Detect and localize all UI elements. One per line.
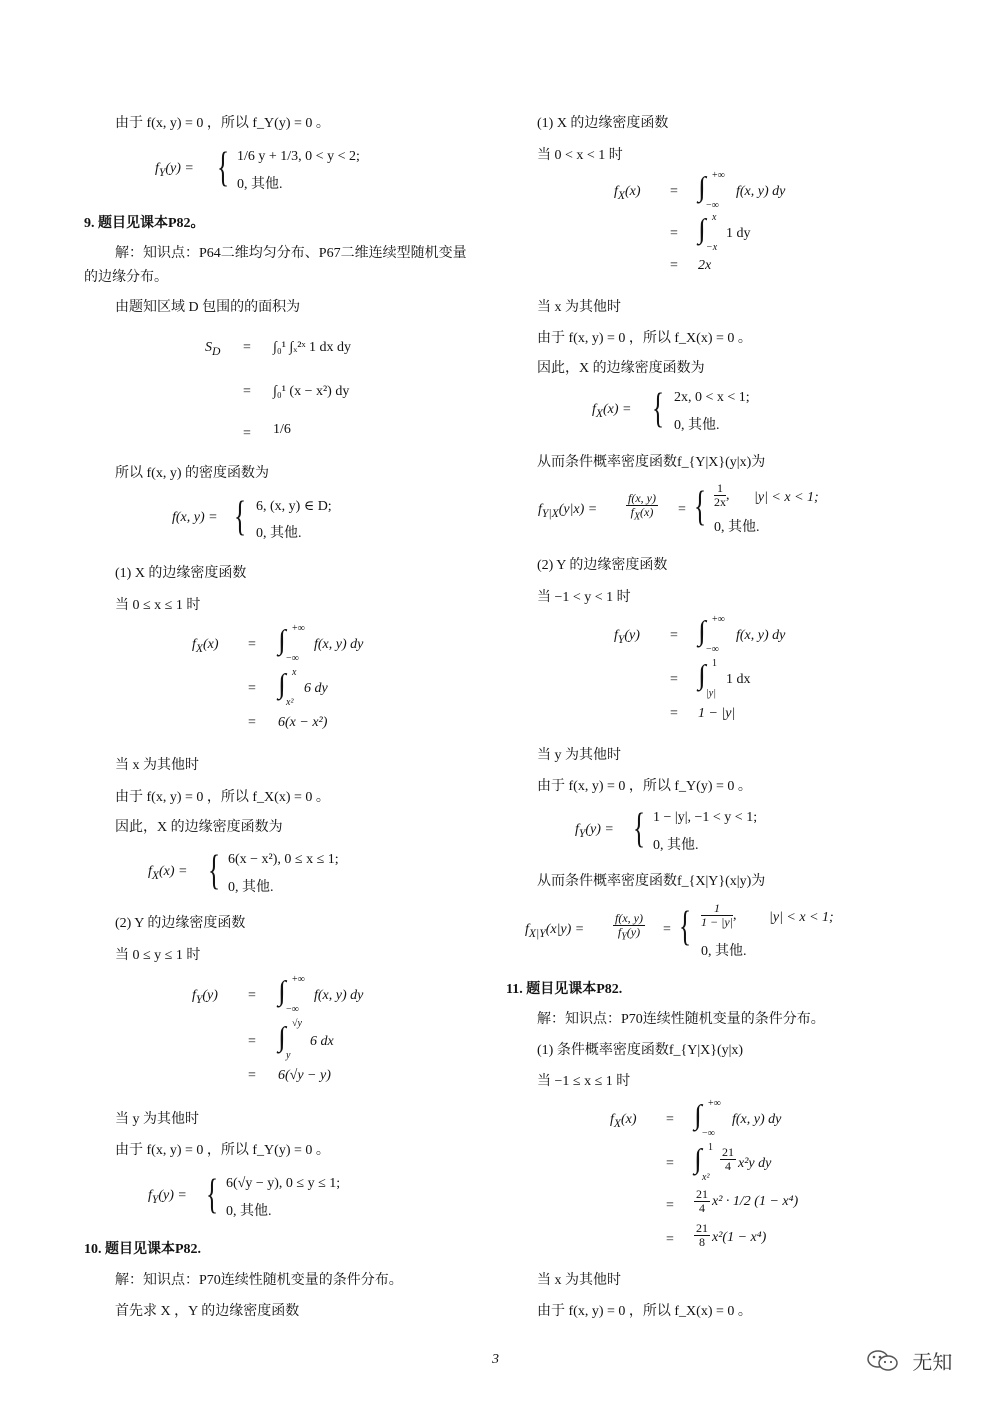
text-line: 当 0 < x < 1 时 (537, 148, 623, 163)
text-line: 由于 f(x, y) = 0 ，所以 f_Y(y) = 0 。 (115, 116, 330, 131)
equation-area: $S_D$ = ∫₀¹ ∫ₓ²ˣ 1 dx dy = ∫₀¹ (x − x²) dy = 1/6 (205, 340, 352, 441)
text-line: 因此，X 的边缘密度函数为 (115, 820, 283, 835)
text-line: 当 −1 < y < 1 时 (537, 590, 631, 605)
chat-bubble-icon (866, 1348, 900, 1379)
text-line: 由于 f(x, y) = 0 ，所以 f_X(x) = 0 。 (115, 790, 330, 805)
text-line: 当 y 为其他时 (115, 1112, 199, 1127)
text-line: 由于 f(x, y) = 0 ，所以 f_X(x) = 0 。 (537, 331, 752, 346)
text-line: 首先求 X ，Y 的边缘密度函数 (115, 1304, 300, 1319)
equation-joint-density: f(x, y) = { 6, (x, y) ∈ D; 0, 其他. (172, 494, 332, 541)
text-line: 因此，X 的边缘密度函数为 (537, 361, 705, 376)
problem-9-heading: 9. 题目见课本P82。 (84, 216, 205, 231)
page-number: 3 (492, 1352, 499, 1367)
text-line: 当 y 为其他时 (537, 748, 621, 763)
text-line: 由于 f(x, y) = 0 ，所以 f_Y(y) = 0 。 (115, 1143, 330, 1158)
part-1-heading: (1) X 的边缘密度函数 (115, 566, 247, 581)
text-line: 由题知区域 D 包围的的面积为 (115, 300, 301, 315)
equation-fx-piecewise: $f_X(x)$ = { 2x, 0 < x < 1; 0, 其他. (592, 386, 750, 433)
solution-text: 的边缘分布。 (84, 270, 168, 285)
watermark-logo (866, 1346, 952, 1379)
equation-fy-piecewise: $f_Y(y)$ = { 1 − |y|, −1 < y < 1; 0, 其他. (575, 806, 758, 853)
text-line: 当 x 为其他时 (537, 1273, 621, 1288)
equation-conditional-density-1: $f_{Y|X}(y|x)$ = $\frac{f(x, y)}{f_X(x)}$ = { $\frac{1}{2x}$ , |y| < x < 1; 0, 其他. (538, 481, 819, 535)
problem-11-heading: 11. 题目见课本P82. (506, 982, 623, 997)
solution-text: 解：知识点：P70连续性随机变量的条件分布。 (115, 1273, 403, 1288)
equation-fy-integral: $f_Y(y)$ = ∫ +∞ −∞ f(x, y) dy = ∫ √y y 6 dx = 6(√y − y) (192, 974, 364, 1083)
text-line: 由于 f(x, y) = 0 ，所以 f_Y(y) = 0 。 (537, 779, 752, 794)
text-line: 当 x 为其他时 (115, 758, 199, 773)
problem-10-heading: 10. 题目见课本P82. (84, 1242, 202, 1257)
text-line: 从而条件概率密度函数f_{Y|X}(y|x)为 (537, 455, 766, 470)
equation-fy-piecewise-2: $f_Y(y)$ = { 6(√y − y), 0 ≤ y ≤ 1; 0, 其他. (148, 1172, 341, 1219)
solution-text: 解：知识点：P64二维均匀分布、P67二维连续型随机变量 (115, 246, 467, 261)
equation-fy-integral: $f_Y(y)$ = ∫ +∞ −∞ f(x, y) dy = ∫ 1 |y| 1 dx = 1 − |y| (614, 614, 786, 721)
equation-fx-integral: $f_X(x)$ = ∫ +∞ −∞ f(x, y) dy = ∫ x −x 1 dy = 2x (614, 170, 786, 273)
text-line: 当 −1 ≤ x ≤ 1 时 (537, 1074, 631, 1089)
equation-fx-integral: $f_X(x)$ = ∫ +∞ −∞ f(x, y) dy = ∫ x x² 6 dy = 6(x − x²) (192, 623, 364, 730)
part-1-heading: (1) X 的边缘密度函数 (537, 116, 669, 131)
text-line: 从而条件概率密度函数f_{X|Y}(x|y)为 (537, 874, 766, 889)
equation-conditional-density-2: $f_{X|Y}(x|y)$ = $\frac{f(x, y)}{f_Y(y)}$ = { $\frac{1}{1 - |y|}$ , |y| < x < 1; 0, 其他. (525, 901, 834, 959)
text-line: 当 0 ≤ x ≤ 1 时 (115, 598, 201, 613)
solution-text: 解：知识点：P70连续性随机变量的条件分布。 (537, 1012, 825, 1027)
text-line: 所以 f(x, y) 的密度函数为 (115, 466, 269, 481)
logo-text: 无知 (912, 1350, 953, 1374)
equation-fy-piecewise: $f_Y(y)$ = { 1/6 y + 1/3, 0 < y < 2; 0, 其他. (155, 145, 360, 192)
equation-fx-integral-11: $f_X(x)$ = ∫ +∞ −∞ f(x, y) dy = ∫ 1 x² $\frac{21}{4}$ x²y dy = $\frac{21}{4}$ x² · 1/2 (1 − x⁴) = $\frac{21}{8}$ x²(1 − x⁴) (610, 1098, 799, 1250)
part-2-heading: (2) Y 的边缘密度函数 (537, 558, 668, 573)
text-line: 当 x 为其他时 (537, 300, 621, 315)
text-line: 由于 f(x, y) = 0 ，所以 f_X(x) = 0 。 (537, 1304, 752, 1319)
part-2-heading: (2) Y 的边缘密度函数 (115, 916, 246, 931)
equation-fx-piecewise: $f_X(x)$ = { 6(x − x²), 0 ≤ x ≤ 1; 0, 其他. (148, 848, 339, 895)
part-1-heading: (1) 条件概率密度函数f_{Y|X}(y|x) (537, 1043, 744, 1058)
text-line: 当 0 ≤ y ≤ 1 时 (115, 948, 201, 963)
